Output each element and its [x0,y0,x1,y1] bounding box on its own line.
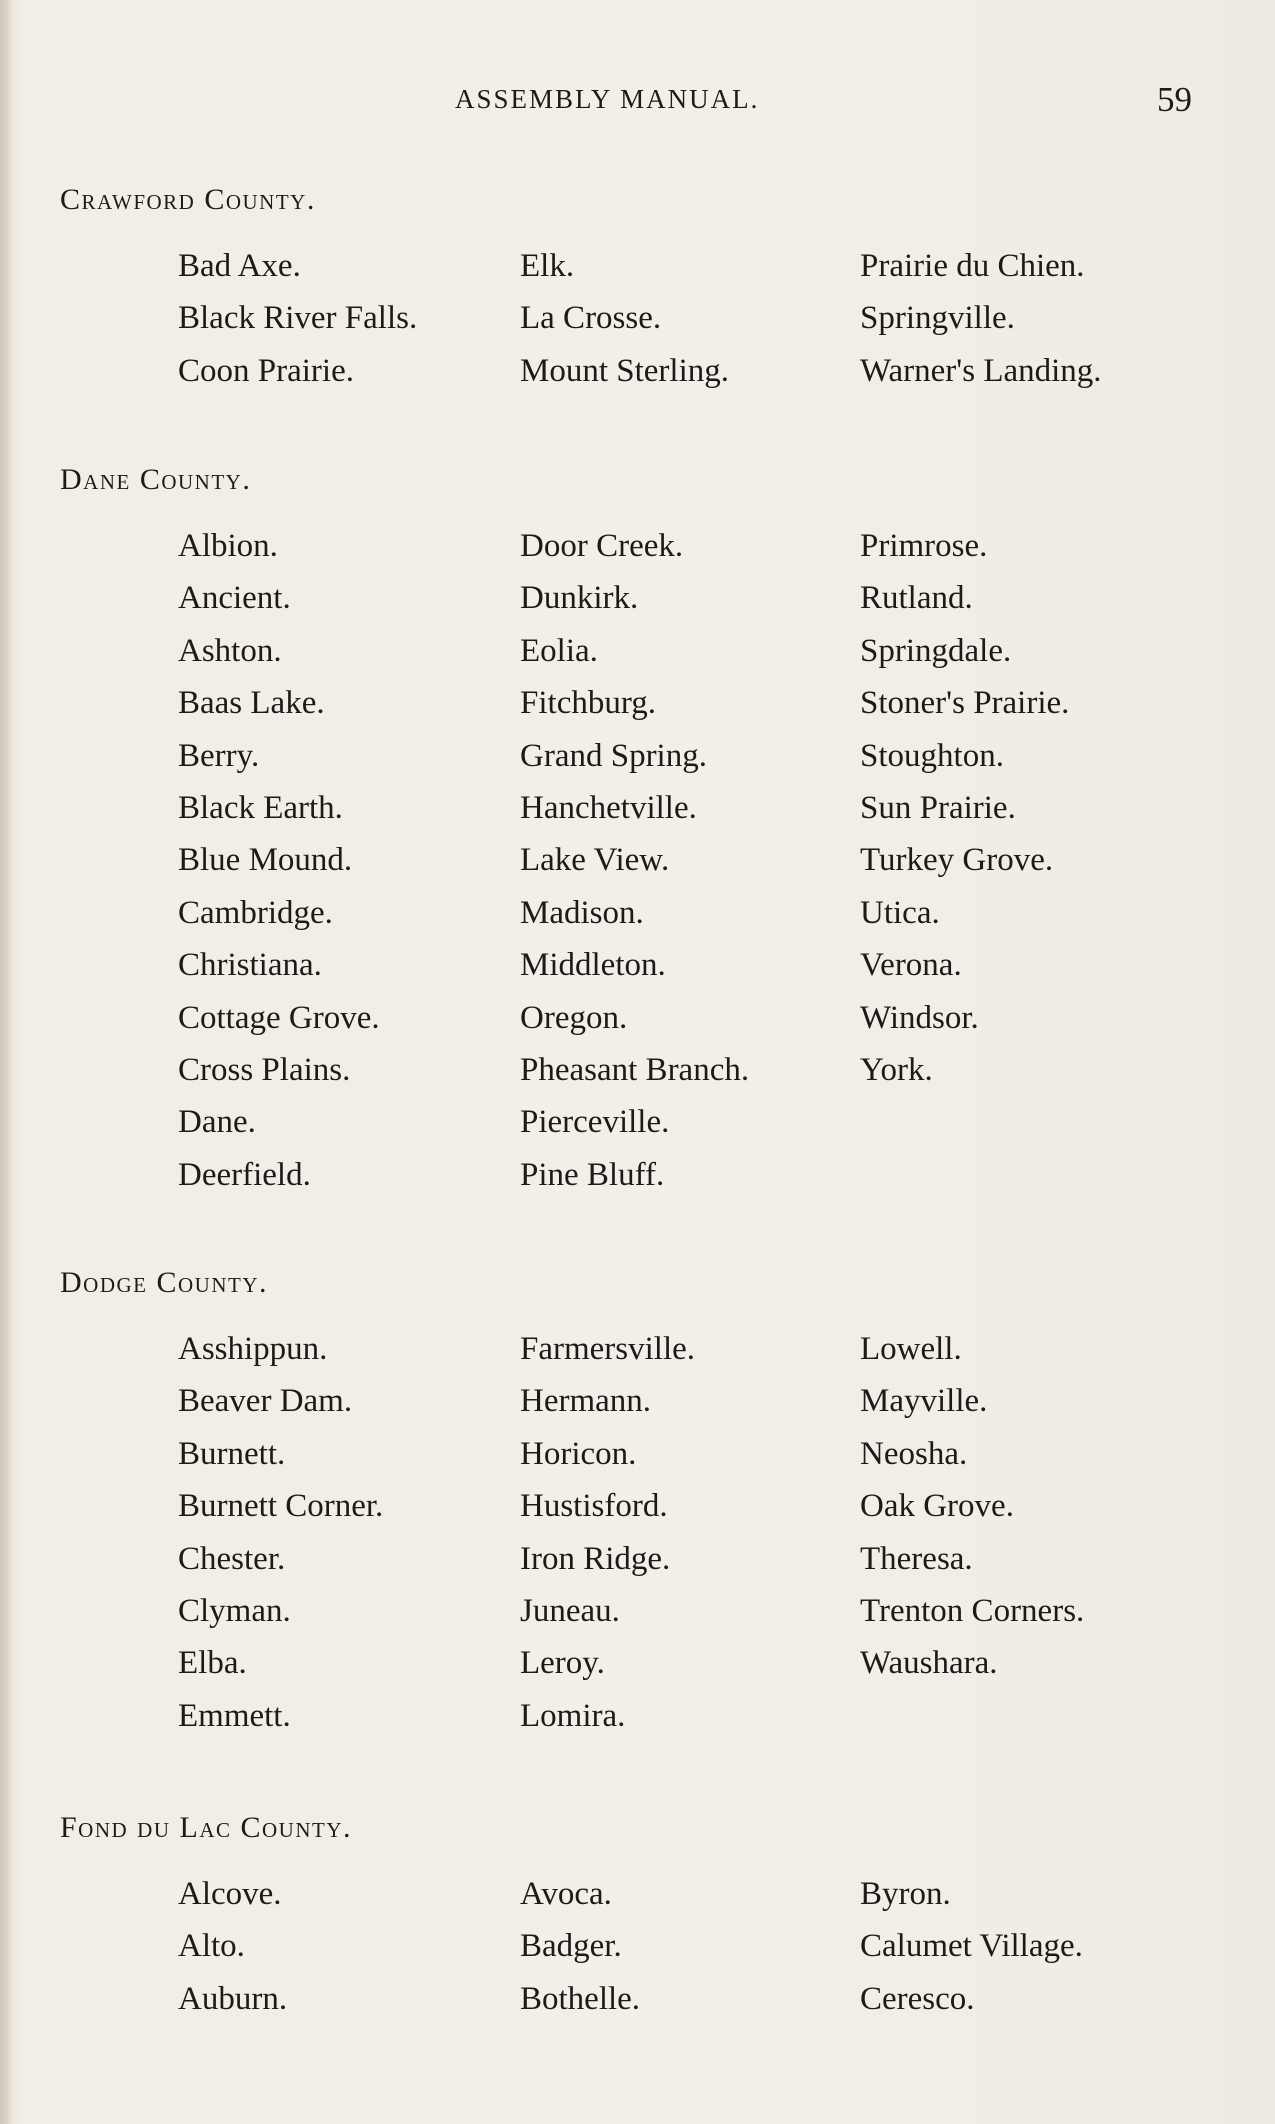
town-name: Black River Falls. [178,300,418,337]
town-column [860,240,1102,397]
county-heading: Crawford County. [60,183,316,216]
town-name: Mount Sterling. [520,352,730,389]
town-name: Utica. [860,894,940,931]
town-name: Grand Spring. [520,737,707,774]
town-name: Mayville. [860,1383,988,1420]
town-name: Leroy. [520,1645,605,1682]
town-name: Stoner's Prairie. [860,685,1070,722]
town-name: Asshippun. [178,1331,328,1367]
town-name: Springdale. [860,632,1012,669]
town-name: Horicon. [520,1435,637,1472]
town-column [860,520,1069,1096]
town-column [178,520,380,1201]
town-name: Ashton. [178,632,282,669]
town-name: Middleton. [520,947,666,984]
running-title: ASSEMBLY MANUAL. [455,84,760,114]
town-name: Pheasant Branch. [520,1051,750,1088]
county-section [60,175,1210,389]
town-name: Byron. [860,1876,951,1912]
town-name: Dunkirk. [520,580,639,617]
town-name: Badger. [520,1928,622,1965]
town-name: Iron Ridge. [520,1540,671,1577]
town-name: Trenton Corners. [860,1592,1085,1629]
town-name: Cambridge. [178,894,333,931]
town-column [520,240,729,397]
town-column [178,240,417,397]
town-name: Dane. [178,1104,256,1141]
town-name: Juneau. [520,1592,620,1629]
town-name: Lomira. [520,1697,626,1734]
town-name: Fitchburg. [520,685,656,722]
town-name: Clyman. [178,1592,291,1629]
town-name: Ancient. [178,580,291,617]
town-name: Auburn. [178,1980,288,2017]
town-name: Baas Lake. [178,685,325,722]
town-name: Elk. [520,248,575,284]
town-name: Madison. [520,894,644,931]
town-name: Hustisford. [520,1488,668,1525]
town-name: Verona. [860,947,962,984]
running-head [0,80,1275,120]
town-column [520,1868,640,2025]
town-name: Coon Prairie. [178,352,354,389]
town-name: Beaver Dam. [178,1383,353,1420]
town-name: Ceresco. [860,1980,975,2017]
town-name: Waushara. [860,1645,998,1682]
town-name: Alto. [178,1928,245,1965]
town-name: Turkey Grove. [860,842,1054,879]
town-name: Door Creek. [520,528,684,564]
town-name: Christiana. [178,947,322,984]
town-name: Blue Mound. [178,842,353,879]
town-name: Elba. [178,1645,247,1682]
town-name: Deerfield. [178,1156,311,1193]
town-name: Albion. [178,528,278,564]
town-name: Warner's Landing. [860,352,1102,389]
town-name: Pierceville. [520,1104,670,1141]
town-name: Cottage Grove. [178,999,380,1036]
town-name: Oregon. [520,999,628,1036]
page-number: 59 [1157,80,1192,119]
town-name: York. [860,1051,933,1088]
county-section [60,455,1210,1193]
county-heading: Fond du Lac County. [60,1811,353,1844]
town-name: Black Earth. [178,789,343,826]
town-name: La Crosse. [520,300,662,337]
town-name: Chester. [178,1540,286,1577]
county-section [60,1803,1210,2017]
town-column [178,1868,287,2025]
town-name: Eolia. [520,632,598,669]
town-name: Oak Grove. [860,1488,1014,1525]
town-name: Burnett. [178,1435,286,1472]
town-name: Stoughton. [860,737,1004,774]
binding-shadow [0,0,14,2124]
town-column [520,1323,695,1742]
town-name: Windsor. [860,999,979,1036]
county-heading: Dodge County. [60,1266,268,1299]
town-name: Hermann. [520,1383,652,1420]
town-name: Sun Prairie. [860,789,1016,826]
town-name: Farmersville. [520,1331,696,1367]
town-column [860,1868,1083,2025]
town-name: Primrose. [860,528,988,564]
town-name: Rutland. [860,580,973,617]
town-name: Prairie du Chien. [860,248,1085,284]
town-name: Hanchetville. [520,789,697,826]
town-name: Pine Bluff. [520,1156,665,1193]
town-name: Bad Axe. [178,248,301,284]
town-name: Burnett Corner. [178,1488,384,1525]
town-name: Emmett. [178,1697,291,1734]
town-name: Bothelle. [520,1980,641,2017]
town-name: Berry. [178,737,260,774]
town-column [520,520,749,1201]
town-name: Lowell. [860,1331,962,1367]
town-name: Avoca. [520,1876,612,1912]
town-name: Springville. [860,300,1015,337]
town-name: Alcove. [178,1876,282,1912]
county-section [60,1258,1210,1734]
county-heading: Dane County. [60,463,252,496]
town-column [860,1323,1084,1690]
town-name: Neosha. [860,1435,968,1472]
town-name: Lake View. [520,842,670,879]
town-name: Theresa. [860,1540,973,1577]
town-name: Cross Plains. [178,1051,351,1088]
town-name: Calumet Village. [860,1928,1083,1965]
town-column [178,1323,383,1742]
